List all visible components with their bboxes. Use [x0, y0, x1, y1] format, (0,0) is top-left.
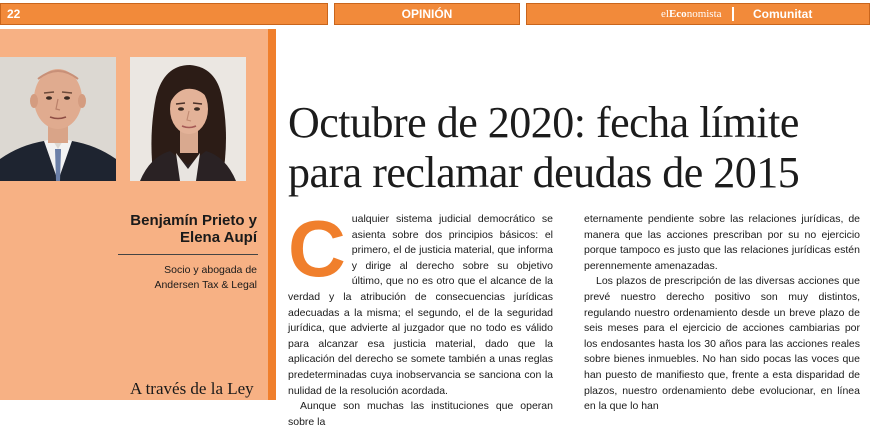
author-role — [110, 263, 257, 293]
newspaper-logo: elEconomista — [661, 8, 722, 20]
author-names: Benjamín Prieto y Elena Aupí — [130, 212, 257, 246]
article-headline — [288, 98, 868, 198]
sidebar-accent-rule — [268, 29, 276, 400]
column-1-paragraph-1: ualquier sistema judicial democrático se asienta sobre dos principios básicos: el primero, el de justicia material, que informa y dirige al derecho sobre su objetivo último, que no es otro que el alcance de la verdad y la atribución de consecuencias jurídicas adecuadas a la misma; el segundo, el de la seguridad jurídica, que advierte al juzgador que no todo es válido para alcanzar esa justicia material, dado que la aplicación del derecho se somete también a unas reglas predeterminadas cuya inobservancia se sanciona con la nulidad de la resolución acordada. — [288, 213, 553, 397]
column-1-paragraph-2: Aunque son muchas las instituciones que operan sobre la — [288, 400, 553, 428]
author-photo-1 — [0, 57, 116, 181]
author-2-portrait-icon — [130, 57, 246, 181]
headline-line-2: para reclamar deudas de 2015 — [288, 148, 800, 197]
article-column-1 — [288, 204, 553, 430]
column-2-paragraph-2: Los plazos de prescripción de las diversas acciones que prevé nuestro derecho positivo son muy distintos, regulando nuestro ordenamiento desde un breve plazo de seis meses para el ejercicio de acciones cambiarias por los endosantes hasta los 30 años para las acciones reales sobre bienes inmuebles. No han sido pocas las voces que han puesto de manifiesto que, frente a esta disparidad de plazos, nuestro ordenamiento debe evolucionar, en línea en la que lo han — [584, 275, 860, 413]
author-sidebar — [0, 29, 268, 400]
author-1-portrait-icon — [0, 57, 116, 181]
author-role-line-2: Andersen Tax & Legal — [154, 279, 257, 291]
page-number: 22 — [7, 7, 21, 21]
author-divider — [118, 254, 258, 255]
section-box — [334, 3, 520, 25]
page-number-box — [0, 3, 328, 25]
section-label: OPINIÓN — [401, 7, 453, 21]
article-column-2 — [584, 212, 860, 415]
drop-cap: C — [288, 204, 346, 293]
author-photo-2 — [130, 57, 246, 181]
headline-line-1: Octubre de 2020: fecha límite — [288, 98, 799, 147]
column-title: A través de la Ley — [130, 379, 254, 398]
author-role-line-1: Socio y abogada de — [164, 264, 257, 276]
top-bar — [0, 0, 870, 41]
column-2-paragraph-1: eternamente pendiente sobre las relaciones jurídicas, de manera que las acciones prescriban por su no ejercicio porque tampoco es justo que las relaciones jurídicas estén perennemente amenazadas. — [584, 213, 860, 272]
masthead-box — [526, 3, 870, 41]
masthead-divider — [732, 7, 734, 21]
region-label: Comunitat Valenciana — [753, 7, 816, 41]
